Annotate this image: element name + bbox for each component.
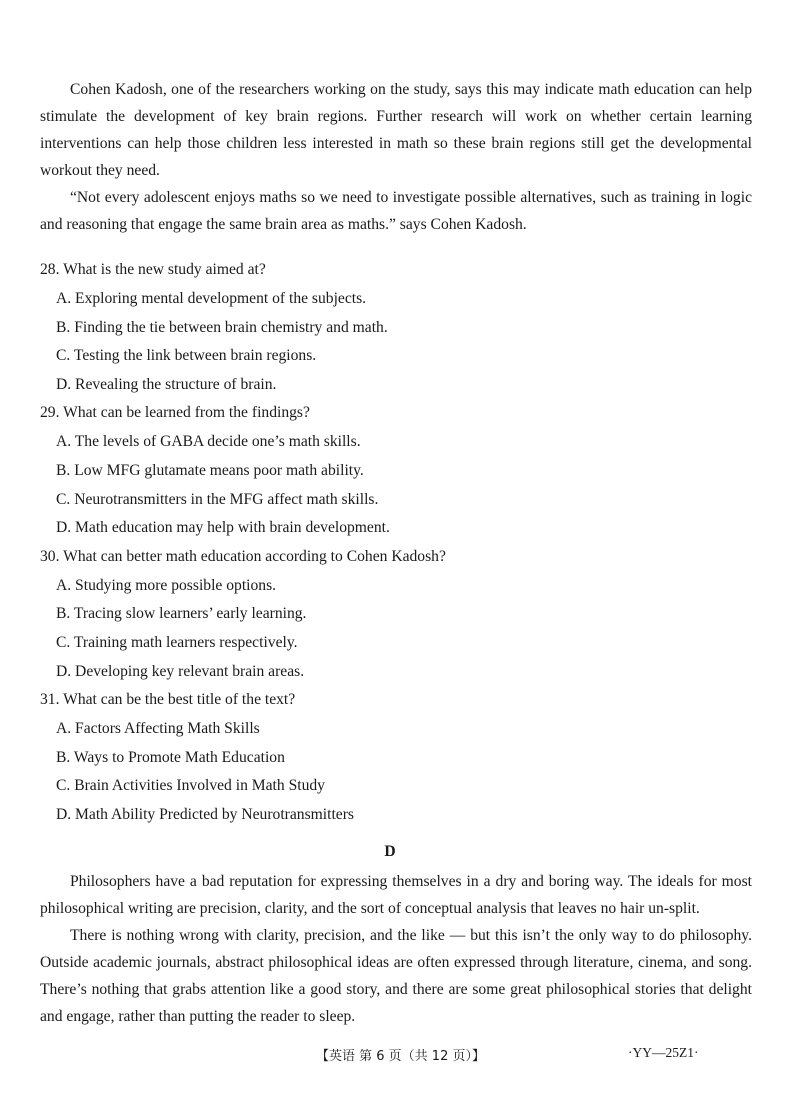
page-number-label: 【英语 第 6 页（共 12 页）】 bbox=[316, 1049, 485, 1064]
question-31-option-c: C. Brain Activities Involved in Math Study bbox=[56, 777, 325, 794]
passage-c-paragraph-2: “Not every adolescent enjoys maths so we need to investigate possible alternatives, such as training in logic and reasoning that engage the same brain area as maths.” says Cohen Kadosh. bbox=[40, 189, 752, 233]
question-31-option-a: A. Factors Affecting Math Skills bbox=[56, 720, 260, 737]
exam-code: ·YY—25Z1· bbox=[628, 1045, 699, 1060]
question-31-stem: 31. What can be the best title of the text? bbox=[40, 691, 296, 708]
question-30-option-d: D. Developing key relevant brain areas. bbox=[56, 663, 305, 680]
question-29-option-a: A. The levels of GABA decide one’s math skills. bbox=[56, 433, 361, 450]
question-30-option-c: C. Training math learners respectively. bbox=[56, 634, 298, 651]
question-30-option-a: A. Studying more possible options. bbox=[56, 577, 277, 594]
passage-d-paragraph-2: There is nothing wrong with clarity, precision, and the like — but this isn’t the only way to do philosophy. Outside academic journals, abstract philosophical ideas are often expressed through literature, cinema, and song. There’s nothing that grabs attention like a good story, and there are some great philosophical stories that delight and engage, rather than putting the reader to sleep. bbox=[40, 927, 752, 1025]
question-29-option-c: C. Neurotransmitters in the MFG affect math skills. bbox=[56, 491, 379, 508]
passage-c-paragraph-1: Cohen Kadosh, one of the researchers working on the study, says this may indicate math education can help stimulate the development of key brain regions. Further research will work on whether certain learning interventions can help those children less interested in math so these brain regions still get the developmental workout they need. bbox=[40, 81, 752, 179]
question-28-stem: 28. What is the new study aimed at? bbox=[40, 261, 266, 278]
question-29-option-d: D. Math education may help with brain development. bbox=[56, 519, 390, 536]
passage-d-heading: D bbox=[384, 843, 396, 860]
question-31-option-b: B. Ways to Promote Math Education bbox=[56, 749, 285, 766]
question-31-option-d: D. Math Ability Predicted by Neurotransmitters bbox=[56, 806, 354, 823]
question-28-option-d: D. Revealing the structure of brain. bbox=[56, 376, 277, 393]
question-30-stem: 30. What can better math education according to Cohen Kadosh? bbox=[40, 548, 446, 565]
passage-d-paragraph-1: Philosophers have a bad reputation for expressing themselves in a dry and boring way. The ideals for most philosophical writing are precision, clarity, and the sort of conceptual analysis that leaves no hair un-split. bbox=[40, 873, 752, 917]
question-28-option-b: B. Finding the tie between brain chemistry and math. bbox=[56, 319, 388, 336]
question-28-option-a: A. Exploring mental development of the subjects. bbox=[56, 290, 367, 307]
question-28-option-c: C. Testing the link between brain regions. bbox=[56, 347, 317, 364]
question-29-stem: 29. What can be learned from the findings? bbox=[40, 404, 310, 421]
question-29-option-b: B. Low MFG glutamate means poor math ability. bbox=[56, 462, 364, 479]
question-30-option-b: B. Tracing slow learners’ early learning. bbox=[56, 605, 307, 622]
